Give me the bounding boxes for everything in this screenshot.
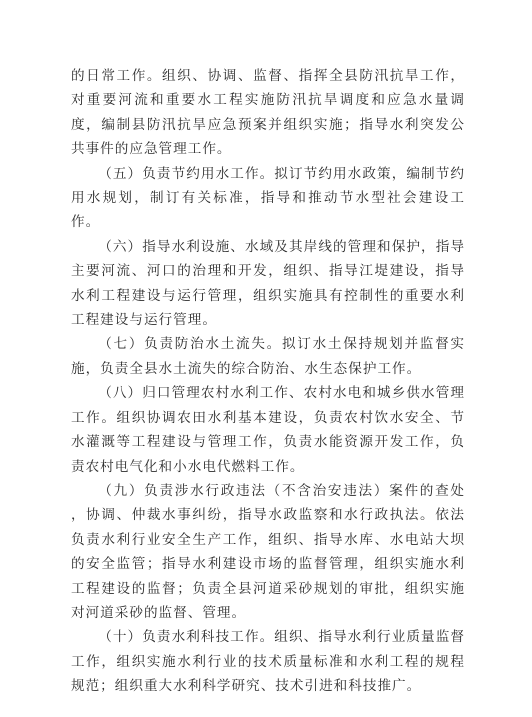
paragraph-item-6: （六）指导水利设施、水域及其岸线的管理和保护，指导主要河流、河口的治理和开发，组织、指导江堤建设，指导水利工程建设与运行管理，组织实施具有控制性的重要水利工程建设与运行管理。 xyxy=(71,238,465,329)
paragraph-continuation: 的日常工作。组织、协调、监督、指挥全县防汛抗旱工作，对重要河流和重要水工程实施防汛抗旱调度和应急水量调度，编制县防汛抗旱应急预案并组织实施；指导水利突发公共事件的应急管理工作。 xyxy=(71,68,465,158)
paragraph-item-10: （十）负责水利科技工作。组织、指导水利行业质量监督工作，组织实施水利行业的技术质量标准和水利工程的规程规范；组织重大水利科学研究、技术引进和科技推广。 xyxy=(71,629,465,695)
paragraph-item-5: （五）负责节约用水工作。拟订节约用水政策，编制节约用水规划，制订有关标准，指导和推动节水型社会建设工作。 xyxy=(71,165,465,231)
document-body xyxy=(71,64,465,699)
paragraph-item-9: （九）负责涉水行政违法（不含治安违法）案件的查处 ，协调、仲裁水事纠纷，指导水政监察和水行政执法。依法负责水利行业安全生产工作，组织、指导水库、水电站大坝的安全监管；指导水利建设市场的监督管理，组织实施水利工程建设的监督；负责全县河道采砂规划的审批，组织实施对河道采砂的监督、管理。 xyxy=(71,482,465,621)
paragraph-item-8: （八）归口管理农村水利工作、农村水电和城乡供水管理工作。组织协调农田水利基本建设，负责农村饮水安全、节水灌溉等工程建设与管理工作，负责水能资源开发工作，负责农村电气化和小水电代燃料工作。 xyxy=(71,385,465,475)
paragraph-item-7: （七）负责防治水土流失。拟订水土保持规划并监督实施，负责全县水土流失的综合防治、水生态保护工作。 xyxy=(71,336,465,377)
